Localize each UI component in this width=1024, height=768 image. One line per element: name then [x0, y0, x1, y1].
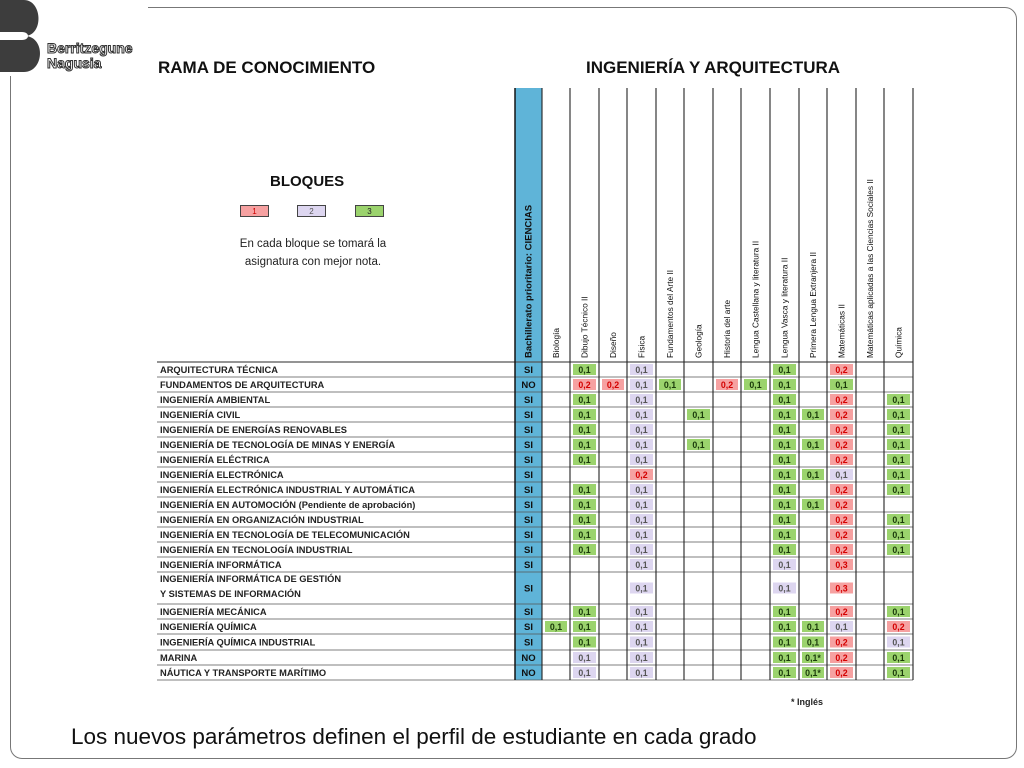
- weight-value: 0,1: [806, 637, 820, 648]
- weight-value: 0,1: [778, 515, 791, 525]
- weight-value: 0,1: [778, 500, 791, 510]
- weight-value: 0,1: [778, 365, 791, 375]
- bachillerato-value: SI: [524, 560, 533, 571]
- bachillerato-value: SI: [524, 425, 533, 436]
- weight-value: 0,1: [778, 668, 791, 678]
- weight-value: 0,1: [749, 380, 762, 390]
- weight-value: 0,1: [578, 653, 591, 663]
- weight-value: 0,1: [835, 380, 848, 390]
- weight-value: 0,1: [778, 653, 791, 663]
- legend-title: BLOQUES: [270, 173, 345, 190]
- weight-value: 0,2: [835, 500, 848, 510]
- row-name: ARQUITECTURA TÉCNICA: [160, 364, 278, 375]
- weight-value: 0,1: [778, 545, 791, 555]
- weight-value: 0,1: [778, 470, 791, 480]
- legend-note-line2: asignatura con mejor nota.: [244, 256, 382, 268]
- bachillerato-value: SI: [524, 515, 533, 526]
- weight-value: 0,1: [892, 515, 905, 525]
- weight-value: 0,1: [892, 530, 905, 540]
- row-name: NÁUTICA Y TRANSPORTE MARÍTIMO: [160, 667, 327, 678]
- weight-value: 0,2: [835, 607, 848, 617]
- footnote: * Inglés: [791, 697, 824, 707]
- column-header-11: Matemáticas II: [836, 304, 847, 358]
- weight-value: 0,1: [892, 455, 905, 465]
- bachillerato-value: SI: [524, 530, 533, 541]
- legend-block-3: 3: [355, 205, 384, 217]
- column-header-6: Geología: [693, 324, 704, 358]
- weight-value: 0,2: [578, 380, 591, 390]
- weight-value: 0,2: [835, 440, 848, 450]
- weight-value: 0,1: [663, 380, 677, 390]
- weight-value: 0,2: [835, 668, 848, 678]
- row-name: INGENIERÍA ELECTRÓNICA INDUSTRIAL Y AUTOMÁTICA: [160, 484, 415, 495]
- bachillerato-value: SI: [524, 440, 533, 451]
- weight-value: 0,1: [892, 395, 905, 405]
- weight-value: 0,1: [692, 440, 705, 450]
- bachillerato-value: SI: [524, 622, 533, 633]
- row-name-line: Y SISTEMAS DE INFORMACIÓN: [160, 589, 301, 599]
- weight-value: 0,1: [778, 410, 791, 420]
- weight-value: 0,1: [892, 440, 905, 450]
- legend-block-1: 1: [240, 205, 269, 217]
- weight-value: 0,1: [692, 410, 705, 420]
- weight-value: 0,1: [635, 545, 648, 555]
- logo-text-line2: Nagusia: [47, 55, 102, 71]
- weight-value: 0,1: [635, 622, 648, 632]
- weight-value: 0,1: [892, 668, 905, 678]
- bachillerato-value: SI: [524, 583, 533, 595]
- weight-value: 0,2: [835, 653, 848, 663]
- weight-value: 0,1: [892, 425, 905, 435]
- weight-value: 0,1: [578, 607, 591, 617]
- weight-value: 0,1: [892, 470, 905, 480]
- row-name-line: INGENIERÍA INFORMÁTICA DE GESTIÓN: [160, 574, 342, 584]
- header-branch-value: INGENIERÍA Y ARQUITECTURA: [586, 58, 841, 77]
- weight-value: 0,3: [835, 560, 848, 570]
- row-name: INGENIERÍA DE ENERGÍAS RENOVABLES: [160, 424, 347, 435]
- weight-value: 0,2: [720, 380, 734, 390]
- row-name: INGENIERÍA ELECTRÓNICA: [160, 469, 284, 480]
- weight-value: 0,1: [778, 622, 791, 632]
- row-name: INGENIERÍA QUÍMICA INDUSTRIAL: [160, 637, 316, 648]
- weight-value: 0,1: [806, 622, 820, 632]
- weight-value: 0,1: [806, 470, 820, 480]
- weight-value: 0,1: [835, 470, 848, 480]
- row-name: INGENIERÍA ELÉCTRICA: [160, 454, 270, 465]
- weight-value: 0,1: [635, 668, 648, 678]
- weight-value: 0,1: [578, 515, 591, 525]
- weight-value: 0,2: [835, 637, 848, 648]
- weight-value: 0,1: [778, 530, 791, 540]
- bachillerato-value: SI: [524, 637, 533, 649]
- weight-value: 0,1: [635, 365, 648, 375]
- weight-value: 0,1: [778, 485, 791, 495]
- weight-value: 0,1: [635, 455, 648, 465]
- weight-value: 0,2: [635, 470, 648, 480]
- logo-text-line1: Berritzegune: [47, 40, 133, 56]
- weight-value: 0,1*: [805, 668, 821, 678]
- bachillerato-value: SI: [524, 410, 533, 421]
- column-header-12: Matemáticas aplicadas a las Ciencias Sociales II: [865, 179, 875, 358]
- column-header-0: Bachillerato prioritario: CIENCIAS: [523, 204, 535, 358]
- weight-value: 0,1: [635, 607, 648, 617]
- weight-value: 0,1: [892, 637, 905, 648]
- weight-value: 0,1: [635, 560, 648, 570]
- column-header-3: Diseño: [608, 332, 618, 358]
- weight-value: 0,1: [635, 653, 648, 663]
- weight-value: 0,2: [835, 530, 848, 540]
- weight-value: 0,1: [778, 395, 791, 405]
- weight-value: 0,1: [578, 425, 591, 435]
- column-header-2: Dibujo Técnico II: [579, 296, 590, 358]
- row-name: MARINA: [160, 652, 198, 663]
- column-header-4: Física: [636, 335, 647, 358]
- weight-value: 0,2: [835, 515, 848, 525]
- weight-value: 0,1: [778, 425, 791, 435]
- column-header-7: Historia del arte: [722, 299, 732, 358]
- weight-value: 0,2: [835, 425, 848, 435]
- column-header-9: Lengua Vasca y literatura II: [779, 257, 790, 358]
- weight-value: 0,1: [778, 440, 791, 450]
- bachillerato-value: SI: [524, 470, 533, 481]
- weight-value: 0,1*: [805, 653, 821, 663]
- weight-value: 0,1: [578, 637, 591, 648]
- weight-value: 0,1: [635, 637, 648, 648]
- weight-value: 0,1: [578, 485, 591, 495]
- weight-value: 0,1: [778, 380, 791, 390]
- weight-value: 0,1: [578, 668, 591, 678]
- weight-value: 0,2: [835, 410, 848, 420]
- row-name: INGENIERÍA EN AUTOMOCIÓN (Pendiente de aprobación): [160, 499, 416, 510]
- column-header-8: Lengua Castellana y literatura II: [750, 240, 761, 358]
- weight-value: 0,1: [635, 485, 648, 495]
- row-name: INGENIERÍA CIVIL: [160, 409, 241, 420]
- weight-value: 0,1: [578, 545, 591, 555]
- weight-value: 0,1: [635, 583, 648, 594]
- legend-note-line1: En cada bloque se tomará la: [239, 238, 387, 250]
- row-name: INGENIERÍA AMBIENTAL: [160, 394, 271, 405]
- weight-value: 0,1: [635, 530, 648, 540]
- row-name: INGENIERÍA EN TECNOLOGÍA DE TELECOMUNICACIÓN: [160, 529, 410, 540]
- row-name: INGENIERÍA INFORMÁTICA: [160, 559, 282, 570]
- legend-block-2: 2: [297, 205, 326, 217]
- weight-value: 0,1: [578, 622, 591, 632]
- weight-value: 0,1: [778, 583, 791, 594]
- weight-value: 0,1: [635, 395, 648, 405]
- weight-value: 0,2: [835, 455, 848, 465]
- weight-value: 0,2: [835, 365, 848, 375]
- row-name: INGENIERÍA EN TECNOLOGÍA INDUSTRIAL: [160, 544, 353, 555]
- bachillerato-value: SI: [524, 545, 533, 556]
- weight-value: 0,2: [835, 395, 848, 405]
- row-name: INGENIERÍA DE TECNOLOGÍA DE MINAS Y ENERGÍA: [160, 439, 396, 450]
- bachillerato-value: SI: [524, 365, 533, 376]
- weight-value: 0,1: [578, 500, 591, 510]
- weight-value: 0,1: [635, 515, 648, 525]
- bachillerato-value: SI: [524, 455, 533, 466]
- weight-value: 0,1: [578, 395, 591, 405]
- column-header-13: Química: [893, 327, 904, 358]
- weight-value: 0,1: [806, 410, 820, 420]
- weight-value: 0,1: [549, 622, 563, 632]
- weight-value: 0,1: [892, 607, 905, 617]
- bachillerato-value: SI: [524, 500, 533, 511]
- weight-value: 0,1: [778, 455, 791, 465]
- column-header-1: Biología: [551, 328, 561, 358]
- bachillerato-value: SI: [524, 607, 533, 618]
- bachillerato-value: NO: [521, 653, 536, 664]
- row-name: FUNDAMENTOS DE ARQUITECTURA: [160, 379, 325, 390]
- bachillerato-value: NO: [521, 380, 536, 391]
- row-name: INGENIERÍA EN ORGANIZACIÓN INDUSTRIAL: [160, 514, 364, 525]
- weight-value: 0,1: [778, 607, 791, 617]
- weight-value: 0,1: [578, 455, 591, 465]
- weight-value: 0,1: [892, 485, 905, 495]
- weight-value: 0,1: [635, 425, 648, 435]
- slide-caption: Los nuevos parámetros definen el perfil de estudiante en cada grado: [71, 724, 757, 749]
- weight-value: 0,1: [578, 530, 591, 540]
- weight-value: 0,3: [835, 583, 848, 594]
- weight-value: 0,1: [635, 380, 648, 390]
- column-header-5: Fundamentos del Arte II: [665, 269, 675, 358]
- weight-value: 0,1: [778, 637, 791, 648]
- weight-value: 0,1: [892, 653, 905, 663]
- weight-value: 0,1: [778, 560, 791, 570]
- weight-value: 0,1: [635, 500, 648, 510]
- weight-value: 0,1: [635, 440, 648, 450]
- weight-value: 0,1: [892, 545, 905, 555]
- bachillerato-value: NO: [521, 668, 536, 679]
- weight-value: 0,1: [578, 410, 591, 420]
- bachillerato-value: SI: [524, 395, 533, 406]
- weight-value: 0,1: [806, 500, 820, 510]
- weight-value: 0,2: [892, 622, 905, 632]
- row-name: INGENIERÍA MECÁNICA: [160, 606, 267, 617]
- weight-value: 0,2: [606, 380, 620, 390]
- bachillerato-value: SI: [524, 485, 533, 496]
- weight-value: 0,1: [578, 440, 591, 450]
- header-branch-label: RAMA DE CONOCIMIENTO: [158, 58, 376, 77]
- weight-value: 0,1: [892, 410, 905, 420]
- row-name: INGENIERÍA QUÍMICA: [160, 621, 257, 632]
- weight-value: 0,2: [835, 485, 848, 495]
- column-header-10: Primera Lengua Extranjera II: [808, 251, 818, 358]
- weight-value: 0,2: [835, 545, 848, 555]
- weight-value: 0,1: [806, 440, 820, 450]
- weight-value: 0,1: [578, 365, 591, 375]
- weight-value: 0,1: [835, 622, 848, 632]
- weight-value: 0,1: [635, 410, 648, 420]
